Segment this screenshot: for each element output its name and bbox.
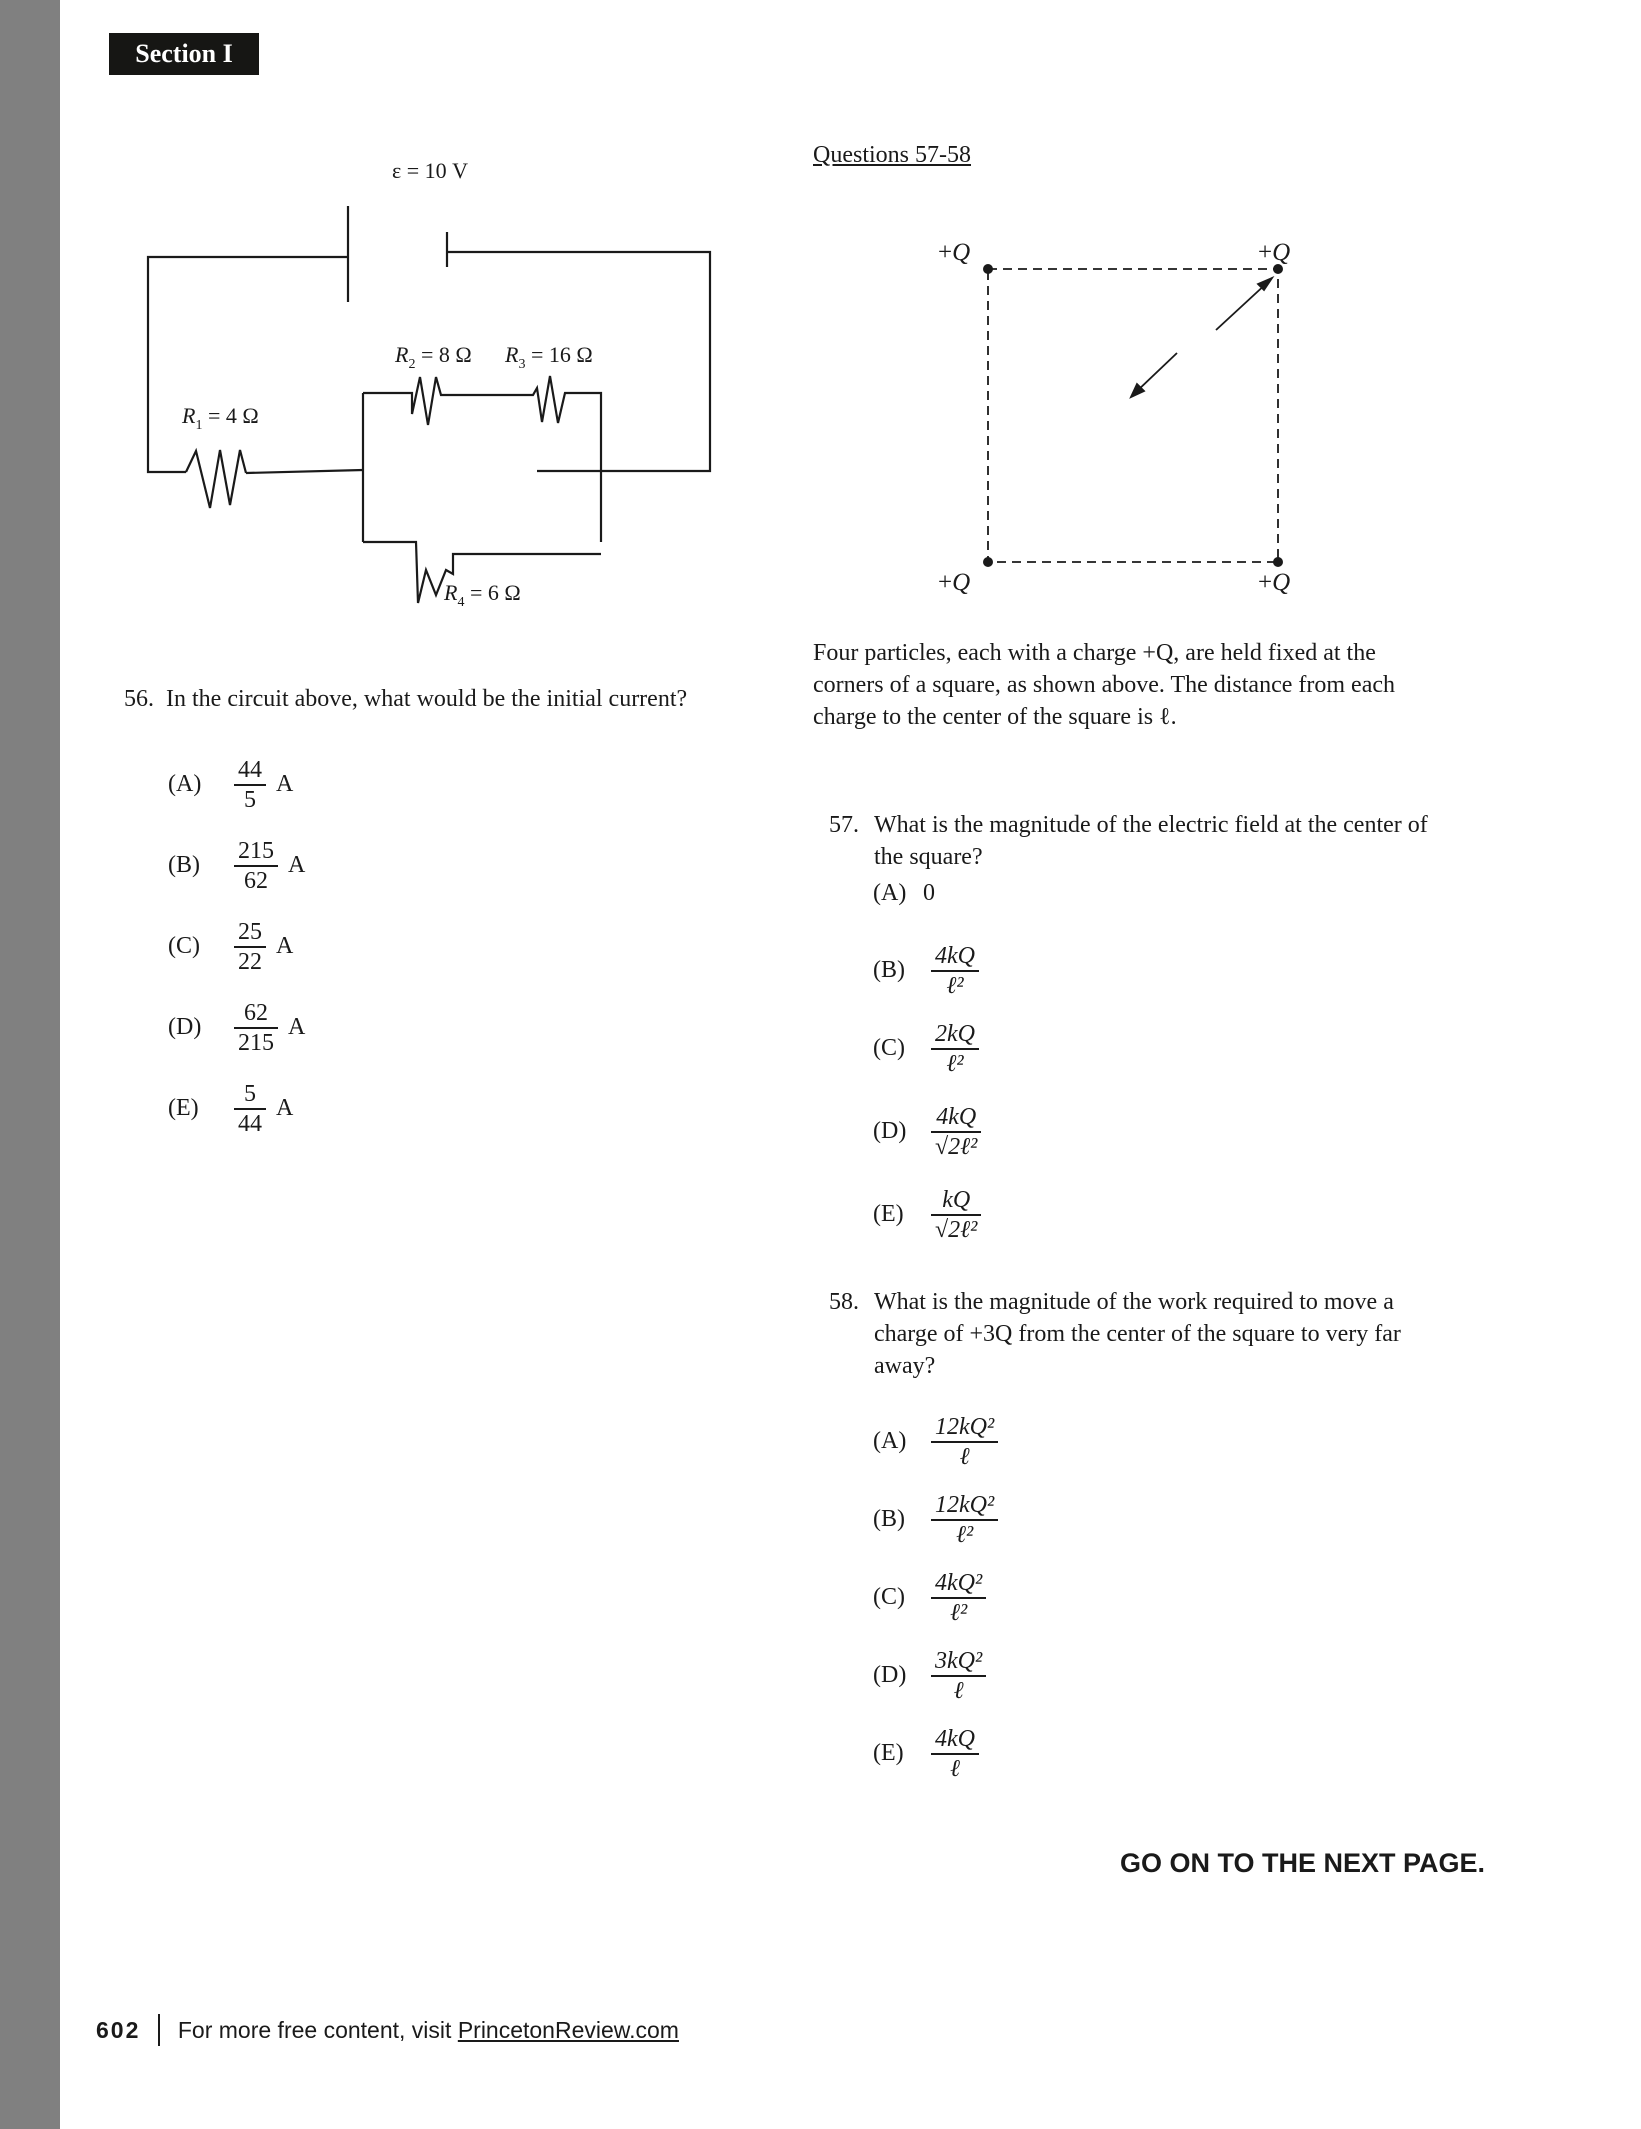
charge-dot-bottom-right (1273, 557, 1283, 567)
q56-choice-e[interactable]: (E) $\frac{5}{44}$ A (168, 1081, 294, 1137)
q58-choice-a[interactable]: (A) $\frac{\text{12kQ²}}{\text{ℓ}}$ (873, 1413, 1008, 1471)
fraction: $\frac{62}{215}$ (234, 999, 278, 1057)
q56-choice-d[interactable]: (D) $\frac{62}{215}$ A (168, 1000, 306, 1056)
fraction: $\frac{44}{5}$ (234, 756, 266, 814)
emf-label: ε = 10 V (392, 158, 469, 183)
question-group-intro: Four particles, each with a charge +Q, are held fixed at the corners of a square, as shown above. The distance from each charge to the center of the square is ℓ. (813, 640, 1395, 730)
r1-label: $R_1 = 4$ Ω (182, 403, 259, 433)
q58-choice-e[interactable]: (E) $\frac{4kQ}{\text{ℓ}}$ (873, 1725, 989, 1783)
footer-divider (158, 2014, 160, 2046)
charge-dot-bottom-left (983, 557, 993, 567)
question-58: 58. What is the magnitude of the work required to move a charge of +3Q from the center of the square to very far away? (829, 1286, 1401, 1382)
charge-dot-top-left (983, 264, 993, 274)
q57-choice-b[interactable]: (B) $\frac{4kQ}{\text{ℓ²}}$ (873, 942, 989, 1000)
r2-label: $R_2 = 8$ Ω (395, 342, 472, 372)
charge-label-bottom-right: +Q (1258, 569, 1291, 596)
fraction: $\frac{4kQ}{\text{√2ℓ²}}$ (931, 1103, 981, 1161)
page-footer (96, 2014, 679, 2046)
question-group-header: Questions 57-58 (813, 142, 971, 168)
fraction: $\frac{kQ}{\text{√2ℓ²}}$ (931, 1186, 981, 1244)
charge-label-top-right: +Q (1258, 239, 1291, 266)
fraction: $\frac{25}{22}$ (234, 918, 266, 976)
fraction: $\frac{5}{44}$ (234, 1080, 266, 1138)
fraction: $\frac{4kQ}{\text{ℓ}}$ (931, 1725, 979, 1783)
section-tab-label: Section I (135, 39, 233, 68)
q56-choice-c[interactable]: (C) $\frac{25}{22}$ A (168, 919, 294, 975)
arrow-down-left (1136, 353, 1177, 392)
square-charge-diagram (900, 220, 1360, 610)
question-57: 57. What is the magnitude of the electric field at the center of the square? (829, 809, 1428, 873)
continue-note: GO ON TO THE NEXT PAGE. (1120, 1848, 1486, 1878)
q58-choice-b[interactable]: (B) $\frac{\text{12kQ²}}{\text{ℓ²}}$ (873, 1491, 1008, 1549)
question-text: In the circuit above, what would be the initial current? (166, 686, 688, 712)
q56-choice-a[interactable]: (A) $\frac{44}{5}$ A (168, 757, 294, 813)
q56-choice-b[interactable]: (B) $\frac{215}{62}$ A (168, 838, 306, 894)
q58-choice-d[interactable]: (D) $\frac{\text{3kQ²}}{\text{ℓ}}$ (873, 1647, 996, 1705)
circuit-diagram (0, 0, 760, 620)
r4-label: $R_4 = 6$ Ω (444, 580, 521, 610)
fraction: $\frac{215}{62}$ (234, 837, 278, 895)
q57-choice-c[interactable]: (C) $\frac{2kQ}{\text{ℓ²}}$ (873, 1020, 989, 1078)
fraction: $\frac{\text{12kQ²}}{\text{ℓ²}}$ (931, 1491, 998, 1549)
q57-choice-d[interactable]: (D) $\frac{4kQ}{\text{√2ℓ²}}$ (873, 1103, 991, 1161)
fraction: $\frac{\text{12kQ²}}{\text{ℓ}}$ (931, 1413, 998, 1471)
fraction: $\frac{\text{3kQ²}}{\text{ℓ}}$ (931, 1647, 986, 1705)
fraction: $\frac{\text{4kQ²}}{\text{ℓ²}}$ (931, 1569, 986, 1627)
charge-label-top-left: +Q (938, 239, 971, 266)
fraction: $\frac{2kQ}{\text{ℓ²}}$ (931, 1020, 979, 1078)
arrow-up-right (1216, 282, 1268, 330)
q58-choice-c[interactable]: (C) $\frac{\text{4kQ²}}{\text{ℓ²}}$ (873, 1569, 996, 1627)
q57-choice-a[interactable]: (A) 0 (873, 880, 935, 906)
charge-label-bottom-left: +Q (938, 569, 971, 596)
question-number: 58. (829, 1289, 859, 1315)
q57-choice-e[interactable]: (E) $\frac{kQ}{\text{√2ℓ²}}$ (873, 1186, 991, 1244)
question-number: 57. (829, 812, 859, 838)
footer-link[interactable]: PrincetonReview.com (457, 2016, 679, 2043)
question-56 (124, 683, 687, 715)
r3-label: $R_3 = 16$ Ω (505, 342, 593, 372)
footer-text: For more free content, visit (177, 2016, 458, 2043)
page-number: 602 (96, 2016, 141, 2043)
fraction: $\frac{4kQ}{\text{ℓ²}}$ (931, 942, 979, 1000)
question-number: 56. (124, 686, 154, 712)
